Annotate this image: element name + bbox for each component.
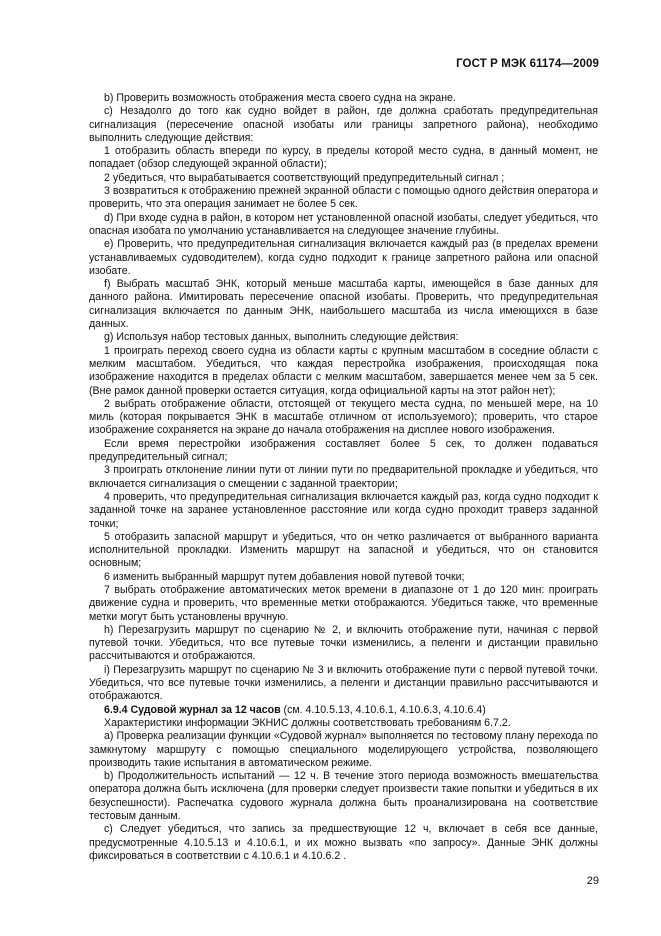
section-heading-line	[89, 704, 598, 717]
paragraph: 2 выбрать отображение области, отстоящей от текущего места судна, по меньшей мере, на 10 миль (которая покрывается ЭНК в масштабе отличном от используемого); проверить, что старое изображение сохраняется на экране до начала отображения на дисплее нового изображения.	[89, 397, 598, 437]
paragraph: b) Проверить возможность отображения места своего судна на экране.	[104, 92, 456, 104]
paragraph: 3 проиграть отклонение линии пути от линии пути по предварительной прокладке и убедиться, что включается сигнализация о смещении с заданной траектории;	[89, 464, 598, 490]
paragraph: b) Продолжительность испытаний — 12 ч. В течение этого периода возможность вмешательства оператора должна быть исключена (для проверки следует произвести такие попытки и убедиться в их безуспешности). Распечатка судового журнала должна быть проанализирована на соответствие тестовым данным.	[89, 770, 598, 823]
paragraph: 2 убедиться, что вырабатывается соответствующий предупредительный сигнал ;	[104, 171, 505, 184]
paragraph: e) Проверить, что предупредительная сигнализация включается каждый раз (в пределах времени устанавливаемых судоводителем), когда судно подходит к границе запретного района или опасной изобате.	[89, 238, 598, 277]
paragraph: h) Перезагрузить маршрут по сценарию № 2, и включить отображение пути, начиная с первой путевой точки. Убедиться, что все путевые точки изменились, а пеленги и дистанции правильно рассчитываются и отображаются.	[89, 623, 598, 663]
standard-designation: ГОСТ Р МЭК 61174—2009	[456, 58, 599, 70]
paragraph: 6 изменить выбранный маршрут путем добавления новой путевой точки;	[104, 570, 465, 583]
paragraph: d) При входе судна в район, в котором нет установленной опасной изобаты, следует убедиться, что опасная изобата по умолчанию устанавливается на следующее значение глубины.	[89, 211, 598, 237]
paragraph: 3 возвратиться к отображению прежней экранной области с помощью одного действия оператора и проверить, что эта операция занимает не более 5 сек.	[89, 185, 598, 211]
paragraph: c) Незадолго до того как судно войдет в район, где должна сработать предупредительная сигнализация (пересечение опасной изобаты или границы запретного района), необходимо выполнить следующие действия:	[89, 105, 598, 144]
paragraph: f) Выбрать масштаб ЭНК, который меньше масштаба карты, имеющейся в базе данных для данного района. Имитировать пересечение опасной изобаты. Проверить, что предупредительная сигнализация включается по данным ЭНК, наибольшего масштаба из числа имеющихся в базе данных.	[89, 278, 598, 331]
paragraph: 5 отобразить запасной маршрут и убедиться, что он четко различается от выбранного варианта исполнительной прокладки. Изменить маршрут на запасной и убедиться, что он становится основным;	[89, 530, 598, 570]
paragraph: a) Проверка реализации функции «Судовой журнал» выполняется по тестовому плану перехода по замкнутому маршруту с помощью специального моделирующего устройства, позволяющего производить такие испытания в автоматическом режиме.	[89, 730, 598, 769]
paragraph: c) Следует убедиться, что запись за предшествующие 12 ч, включает в себя все данные, предусмотренные 4.10.5.13 и 4.10.6.1, и их можно вызвать «по запросу». Данные ЭНК должны фиксироваться в соответствии с 4.10.6.1 и 4.10.6.2 .	[89, 823, 598, 862]
section-heading: 6.9.4 Судовой журнал за 12 часов	[104, 703, 281, 716]
paragraph: i) Перезагрузить маршрут по сценарию № 3 и включить отображение пути с первой путевой точки. Убедиться, что все путевые точки изменились, а пеленги и дистанции правильно рассчитываются и отображаются.	[89, 663, 598, 703]
paragraph: Если время перестройки изображения составляет более 5 сек, то должен подаваться предупредительный сигнал;	[89, 437, 598, 464]
paragraph: 7 выбрать отображение автоматических меток времени в диапазоне от 1 до 120 мин: проиграть движение судна и проверить, что временные метки отображаются. Убедиться также, что временные метки могут быть установлены вручную.	[89, 583, 598, 623]
paragraph: 4 проверить, что предупредительная сигнализация включается каждый раз, когда судно подходит к заданной точке на заранее установленное расстояние или когда судно проходит траверз заданной точки;	[89, 490, 598, 530]
paragraph: g) Используя набор тестовых данных, выполнить следующие действия:	[104, 331, 459, 344]
page-number: 29	[586, 875, 599, 887]
paragraph: 1 проиграть переход своего судна из области карты с крупным масштабом в соседние области с мелким масштабом. Убедиться, что каждая перестройка изображения, происходящая пока изображение находится в пределах области с мелким масштабом, завершается менее чем за 5 сек. (Вне рамок данной проверки остается ситуация, когда официальной карты на этот район нет);	[89, 344, 598, 397]
section-references: (см. 4.10.5.13, 4.10.6.1, 4.10.6.3, 4.10.6.4)	[283, 703, 486, 716]
document-body	[89, 92, 598, 863]
paragraph: Характеристики информации ЭКНИС должны соответствовать требованиям 6.7.2.	[104, 716, 511, 729]
paragraph: 1 отобразить область впереди по курсу, в пределы которой место судна, в данный момент, не попадает (обзор следующей экранной области);	[89, 145, 598, 171]
